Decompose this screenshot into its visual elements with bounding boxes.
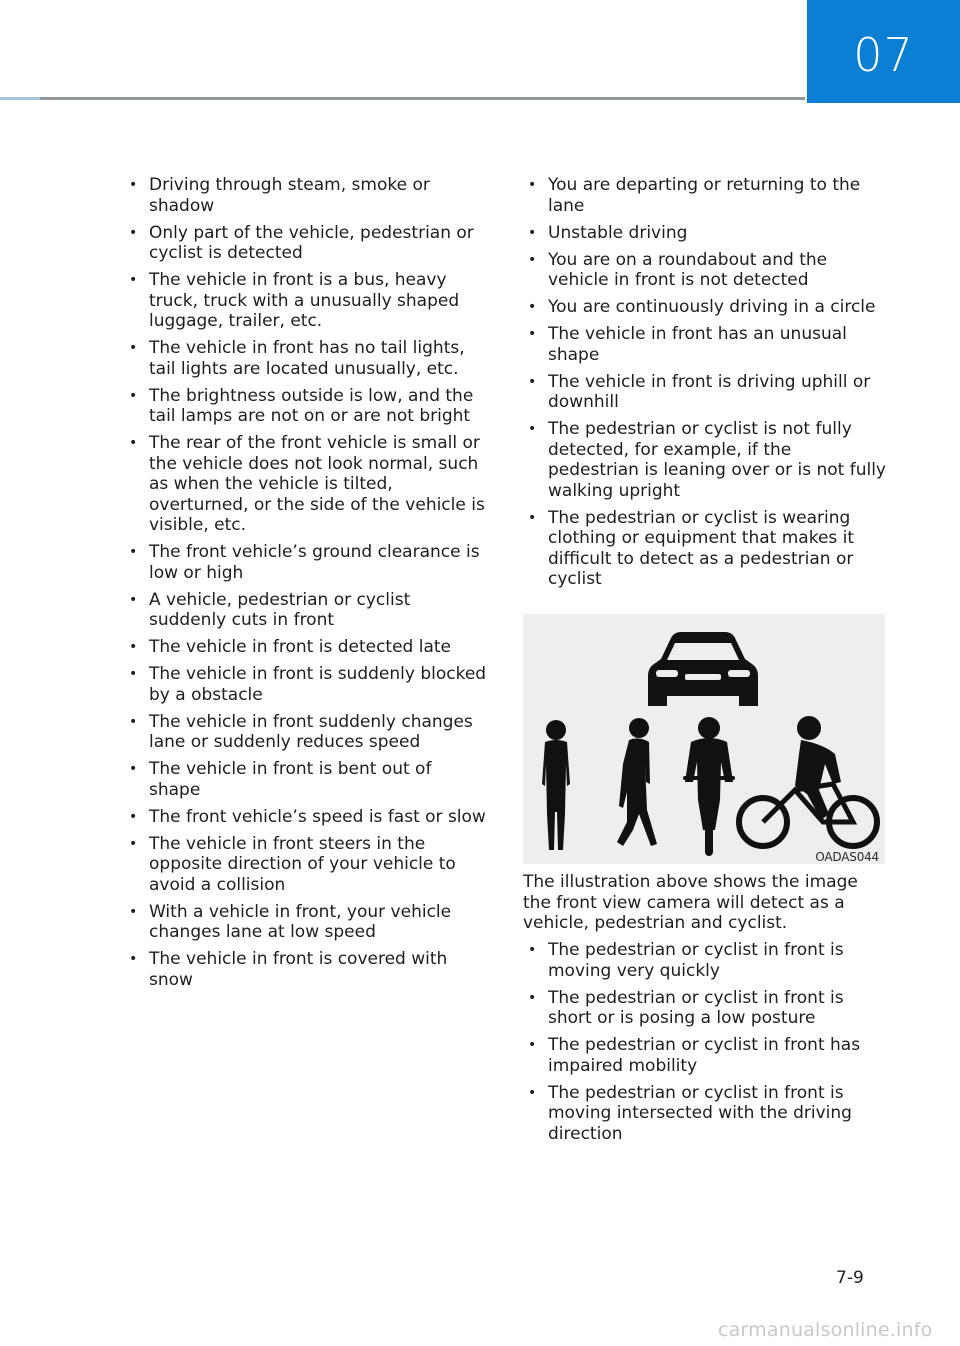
chapter-tab: 07 (807, 0, 960, 103)
list-item: • The front vehicle’s ground clearance is low or high (128, 542, 488, 583)
detection-illustration (523, 614, 885, 864)
page-number: 7-9 (836, 1268, 864, 1288)
list-item: • The rear of the front vehicle is small or the vehicle does not look normal, such as when the vehicle is tilted, overturned, or the side of the vehicle is visible, etc. (128, 433, 488, 536)
list-item: • With a vehicle in front, your vehicle changes lane at low speed (128, 902, 488, 943)
list-item: • The brightness outside is low, and the tail lamps are not on or are not bright (128, 386, 488, 427)
list-item: • Only part of the vehicle, pedestrian or cyclist is detected (128, 223, 488, 264)
header-rule-accent (0, 97, 40, 100)
list-item: • The pedestrian or cyclist in front has impaired mobility (527, 1035, 887, 1076)
list-item: • You are continuously driving in a circle (527, 297, 887, 318)
list-item: • The pedestrian or cyclist in front is moving very quickly (527, 940, 887, 981)
list-item: • The vehicle in front has no tail lights, tail lights are located unusually, etc. (128, 338, 488, 379)
left-column (128, 175, 488, 997)
list-item: • The vehicle in front suddenly changes lane or suddenly reduces speed (128, 712, 488, 753)
list-item: • The vehicle in front is driving uphill or downhill (527, 372, 887, 413)
list-item: • The pedestrian or cyclist in front is moving intersected with the driving direction (527, 1083, 887, 1145)
list-item: • The vehicle in front is bent out of shape (128, 759, 488, 800)
left-bullet-list (128, 175, 488, 990)
illustration-graphic (523, 614, 885, 864)
list-item: • You are departing or returning to the lane (527, 175, 887, 216)
list-item: • The vehicle in front has an unusual shape (527, 324, 887, 365)
list-item: • The vehicle in front is a bus, heavy truck, truck with a unusually shaped luggage, trailer, etc. (128, 270, 488, 332)
walking-pedestrian-icon (617, 718, 657, 846)
watermark-link[interactable]: carmanualsonline.info (718, 1319, 933, 1341)
list-item: • Driving through steam, smoke or shadow (128, 175, 488, 216)
figure-code: OADAS044 (815, 850, 879, 864)
standing-pedestrian-icon (542, 720, 570, 850)
list-item: • The pedestrian or cyclist in front is short or is posing a low posture (527, 988, 887, 1029)
right-column-lower (527, 940, 887, 1151)
list-item: • You are on a roundabout and the vehicle in front is not detected (527, 250, 887, 291)
cyclist-side-icon (739, 716, 877, 846)
list-item: • The pedestrian or cyclist is not fully detected, for example, if the pedestrian is leaning over or is not fully walking upright (527, 419, 887, 501)
right-bullet-list (527, 175, 887, 590)
list-item: • The front vehicle’s speed is fast or slow (128, 807, 488, 828)
right-column (527, 175, 887, 596)
list-item: • The pedestrian or cyclist is wearing clothing or equipment that makes it difficult to detect as a pedestrian or cyclist (527, 508, 887, 590)
header-rule (0, 97, 805, 100)
list-item: • The vehicle in front is suddenly blocked by a obstacle (128, 664, 488, 705)
list-item: • The vehicle in front steers in the opposite direction of your vehicle to avoid a collision (128, 834, 488, 896)
list-item: • The vehicle in front is covered with snow (128, 949, 488, 990)
list-item: • Unstable driving (527, 223, 887, 244)
list-item: • A vehicle, pedestrian or cyclist suddenly cuts in front (128, 590, 488, 631)
cyclist-front-icon (683, 717, 735, 856)
right-bullet-list-lower (527, 940, 887, 1144)
figure-caption: The illustration above shows the image the front view camera will detect as a vehicle, pedestrian and cyclist. (523, 872, 858, 933)
list-item: • The vehicle in front is detected late (128, 637, 488, 658)
car-front-icon (648, 632, 758, 706)
